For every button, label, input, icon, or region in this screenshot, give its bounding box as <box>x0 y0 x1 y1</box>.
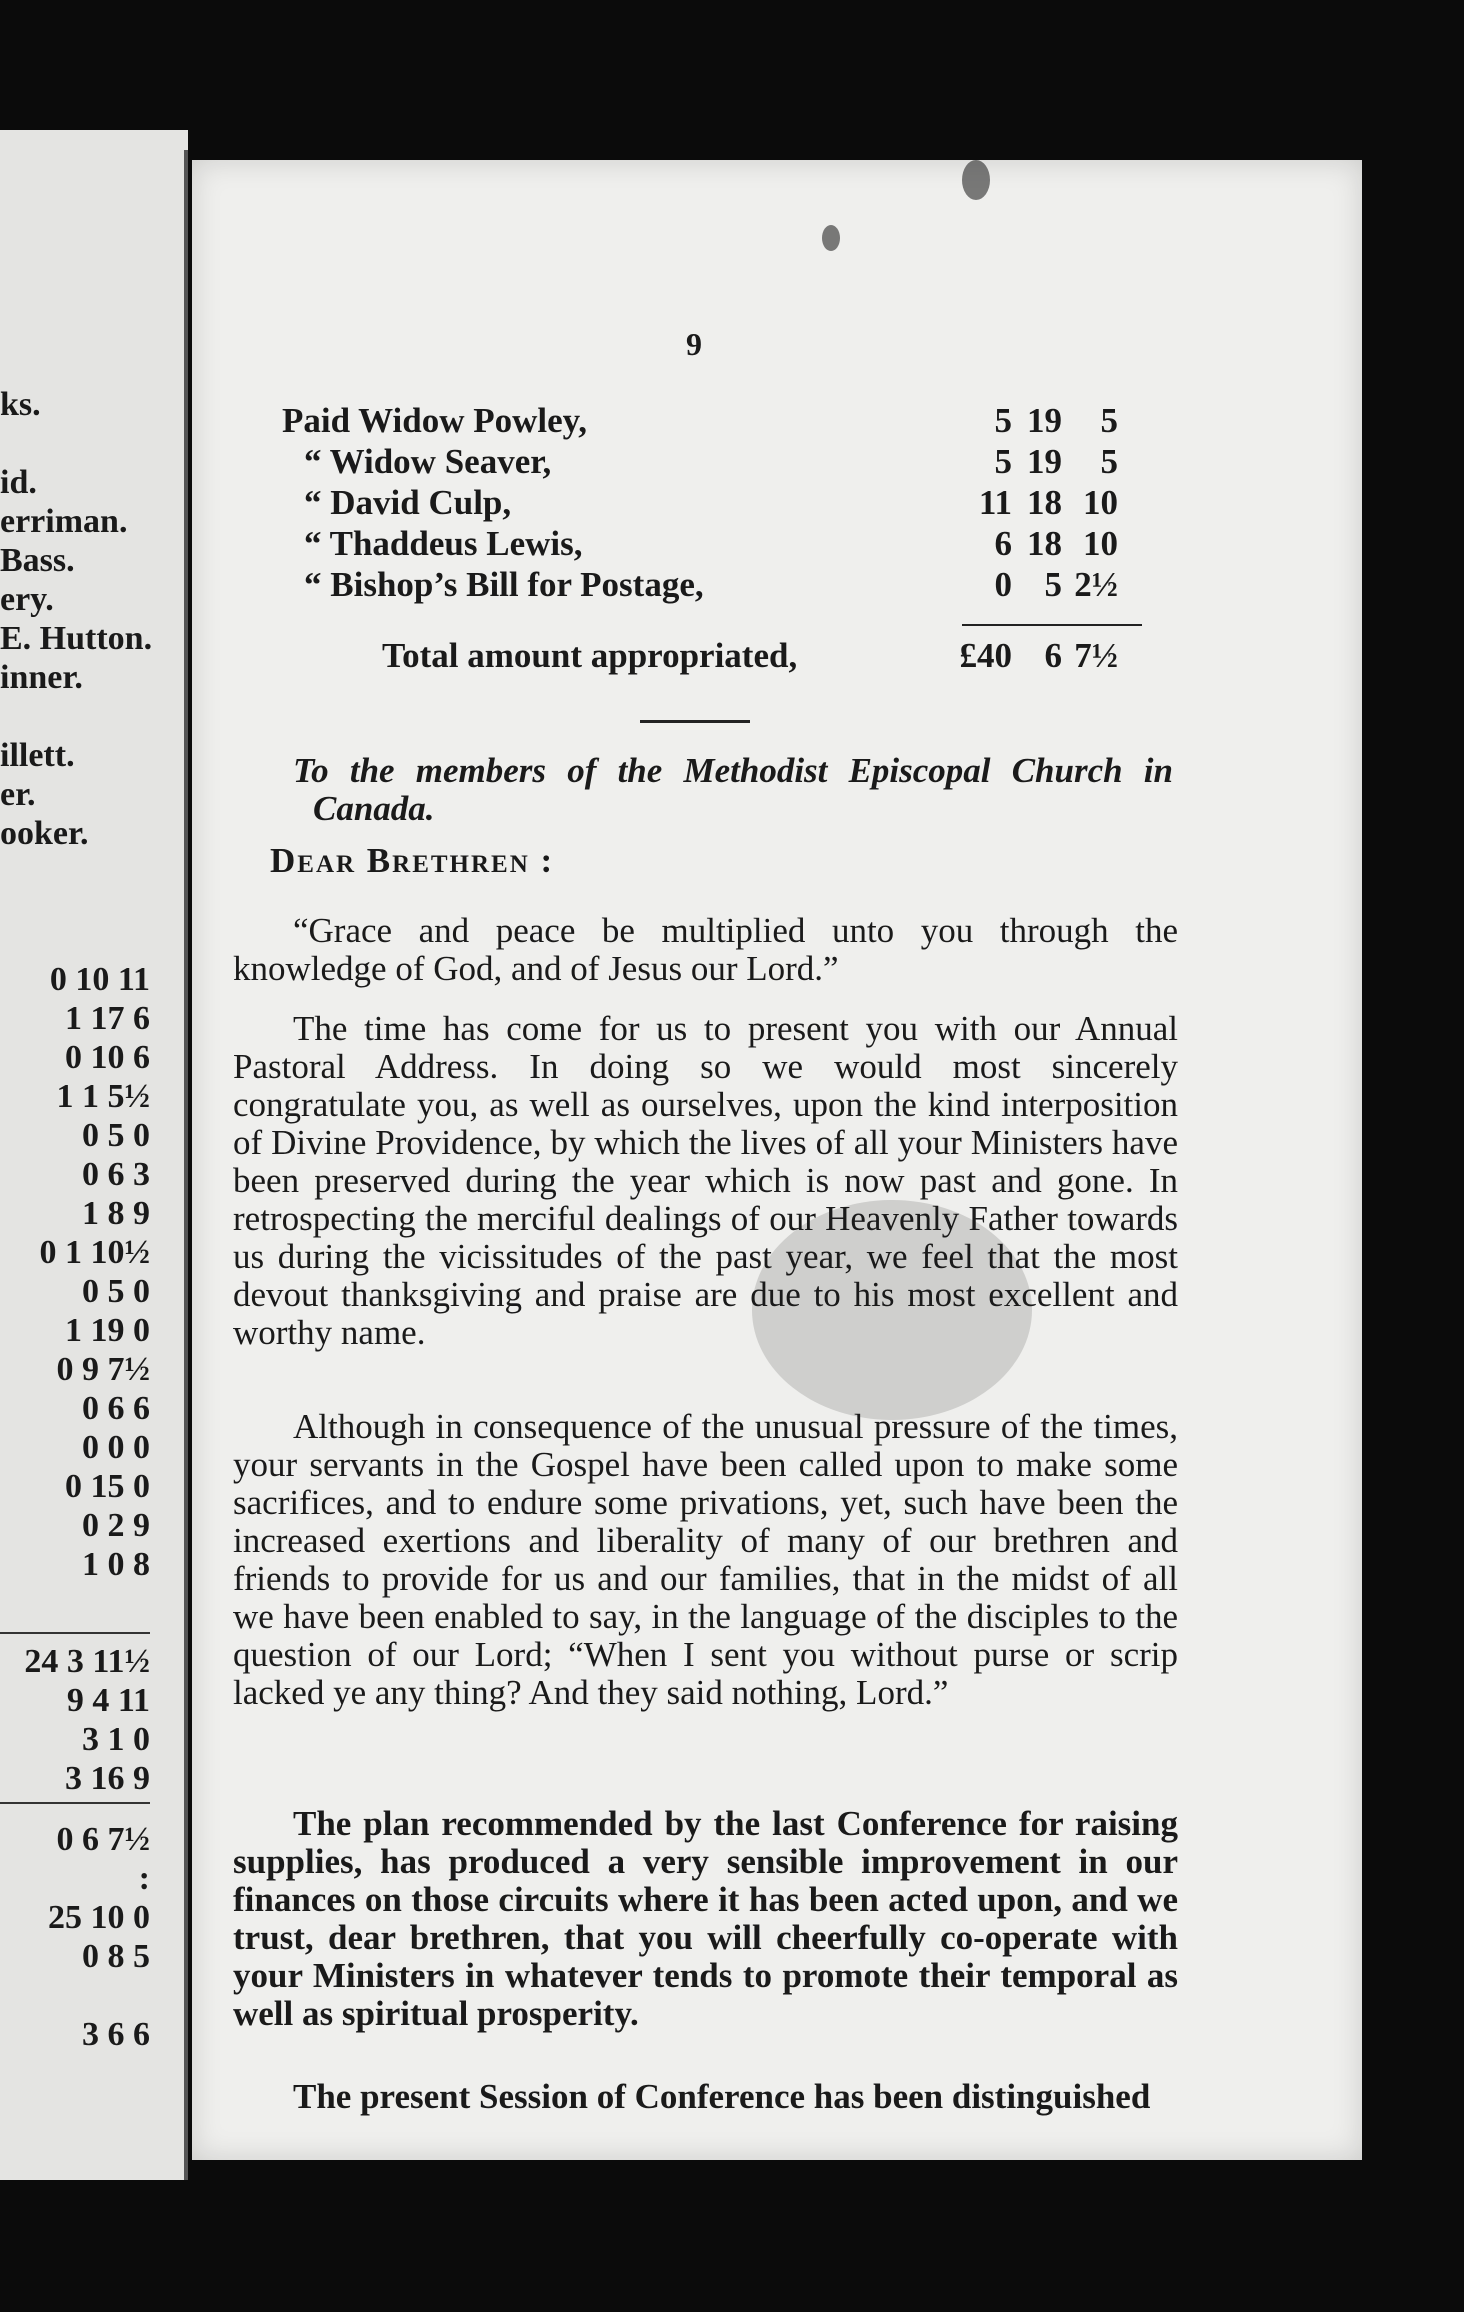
left-text-line: illett. <box>0 737 75 774</box>
shillings: 19 <box>1027 442 1062 481</box>
left-bottom-row <box>0 1976 180 2015</box>
left-number-row: 0 6 6 <box>82 1390 150 1427</box>
previous-page-number-column <box>0 960 180 1584</box>
pounds: 5 <box>994 401 1012 440</box>
total-label: Total amount appropriated, <box>382 636 798 675</box>
left-number-row: 0 10 6 <box>65 1039 150 1076</box>
pence: 10 <box>1083 524 1118 563</box>
left-text-line: ooker. <box>0 815 89 852</box>
paragraph: Although in consequence of the unusual pressure of the times, your servants in the Gospel have been called upon to make some sacrifices, and to endure some privations, yet, such have been the increased exertions and liberality of many of our brethren and friends to provide for us and our families, that in the midst of all we have been enabled to say, in the language of the disciples to the question of our Lord; “When I sent you without purse or scrip lacked ye any thing? And they said nothing, Lord.” <box>233 1407 1178 1712</box>
left-total-row: 3 1 0 <box>82 1721 150 1758</box>
section-divider <box>640 720 750 723</box>
left-bottom-row: : <box>138 1860 150 1897</box>
account-label: “ Bishop’s Bill for Postage, <box>304 565 704 604</box>
previous-page-totals <box>0 1642 180 1798</box>
account-row <box>282 441 1182 482</box>
left-sum-rule <box>0 1802 150 1804</box>
left-text-line: er. <box>0 776 36 813</box>
left-number-row: 0 1 10½ <box>39 1234 150 1271</box>
left-bottom-row: 0 8 5 <box>82 1938 150 1975</box>
left-number-row: 0 5 0 <box>82 1117 150 1154</box>
left-text-line: erriman. <box>0 503 128 540</box>
left-number-row: 0 2 9 <box>82 1507 150 1544</box>
account-label: Paid Widow Powley, <box>282 401 588 440</box>
address-heading: To the members of the Methodist Episcopal Church in Canada. <box>293 751 1173 828</box>
appropriations-table <box>282 400 1182 683</box>
paragraph: The time has come for us to present you with our Annual Pastoral Address. In doing so we would most sincerely congratulate you, as well as ourselves, upon the kind interposition of Divine Providence, by which the lives of all your Ministers have been preserved during the year which is now past and gone. In retrospecting the merciful dealings of our Heavenly Father towards us during the vicissitudes of the past year, we feel that the most devout thanksgiving and praise are due to his most excellent and worthy name. <box>233 1009 1178 1352</box>
pence: 5 <box>1100 401 1118 440</box>
left-total-row: 24 3 11½ <box>24 1643 150 1680</box>
previous-page <box>0 130 188 2180</box>
paragraph: The plan recommended by the last Conference for raising supplies, has produced a very sensible improvement in our finances on those circuits where it has been acted upon, and we trust, dear brethren, that you will cheerfully co-operate with your Ministers in whatever tends to promote their temporal as well as spiritual prosperity. <box>233 1804 1178 2033</box>
left-number-row: 1 17 6 <box>65 1000 150 1037</box>
pounds: 5 <box>994 442 1012 481</box>
left-number-row: 1 0 8 <box>82 1546 150 1583</box>
left-text-line: E. Hutton. <box>0 620 153 657</box>
ink-blot <box>962 160 990 200</box>
total-row <box>282 623 1182 683</box>
left-number-row: 0 5 0 <box>82 1273 150 1310</box>
left-number-row: 1 19 0 <box>65 1312 150 1349</box>
left-text-line: inner. <box>0 659 83 696</box>
left-number-row: 0 9 7½ <box>56 1351 150 1388</box>
previous-page-bottom-rows <box>0 1820 180 2054</box>
shillings: 18 <box>1027 483 1062 522</box>
shillings: 5 <box>1044 565 1062 604</box>
left-total-row: 3 16 9 <box>65 1760 150 1797</box>
total-pence: 7½ <box>1074 636 1118 675</box>
left-sum-rule <box>0 1632 150 1634</box>
salutation: Dear Brethren : <box>270 841 555 880</box>
left-text-line: id. <box>0 464 37 501</box>
left-number-row: 0 0 0 <box>82 1429 150 1466</box>
page-number: 9 <box>686 326 702 362</box>
pence: 10 <box>1083 483 1118 522</box>
account-label: “ Widow Seaver, <box>304 442 552 481</box>
left-text-line: Bass. <box>0 542 75 579</box>
shillings: 19 <box>1027 401 1062 440</box>
total-shillings: 6 <box>1044 636 1062 675</box>
pounds: 6 <box>994 524 1012 563</box>
left-bottom-row: 3 6 6 <box>82 2016 150 2053</box>
pence: 5 <box>1100 442 1118 481</box>
left-number-row: 0 15 0 <box>65 1468 150 1505</box>
account-row <box>282 564 1182 605</box>
account-row <box>282 523 1182 564</box>
account-row <box>282 400 1182 441</box>
previous-page-text-column <box>0 385 180 853</box>
pounds: 11 <box>978 483 1012 522</box>
left-text-line: ks. <box>0 386 41 423</box>
shillings: 18 <box>1027 524 1062 563</box>
left-total-row: 9 4 11 <box>66 1682 150 1719</box>
left-number-row: 1 1 5½ <box>56 1078 150 1115</box>
left-bottom-row: 0 6 7½ <box>56 1821 150 1858</box>
left-bottom-row: 25 10 0 <box>48 1899 150 1936</box>
left-number-row: 0 6 3 <box>82 1156 150 1193</box>
left-number-row: 1 8 9 <box>82 1195 150 1232</box>
left-text-line <box>0 424 180 463</box>
pounds: 0 <box>994 565 1012 604</box>
left-text-line: ery. <box>0 581 54 618</box>
account-row <box>282 482 1182 523</box>
total-pounds: £40 <box>959 636 1012 675</box>
left-text-line <box>0 697 180 736</box>
account-label: “ Thaddeus Lewis, <box>304 524 583 563</box>
account-label: “ David Culp, <box>304 483 512 522</box>
pence: 2½ <box>1074 565 1118 604</box>
left-number-row: 0 10 11 <box>49 961 150 998</box>
page-gutter-line <box>184 150 188 2180</box>
paragraph: “Grace and peace be multiplied unto you through the knowledge of God, and of Jesus our Lord.” <box>233 911 1178 988</box>
paragraph: The present Session of Conference has been distinguished <box>293 2077 1151 2116</box>
ink-blot <box>822 225 840 251</box>
